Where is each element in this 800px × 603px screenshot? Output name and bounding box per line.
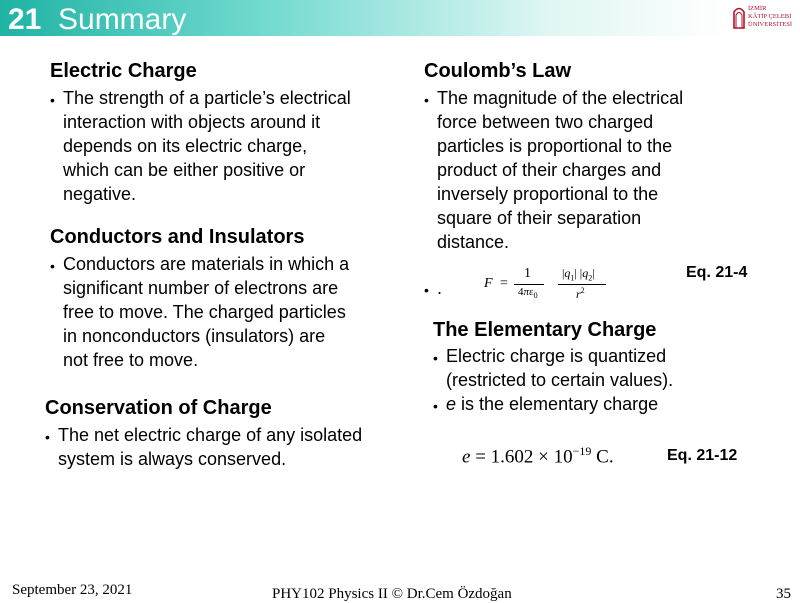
conservation-text (58, 423, 362, 471)
logo-line-2: KÂTİP ÇELEBİ (748, 13, 792, 20)
text-line: not free to move. (63, 350, 199, 370)
text-line: particles is proportional to the (437, 136, 673, 156)
bullet: • (433, 350, 438, 366)
text-line: interaction with objects around it (63, 112, 321, 132)
logo-line-3: ÜNİVERSİTESİ (748, 21, 793, 28)
bullet-dot-text: . (437, 278, 443, 298)
footer-date: September 23, 2021 (12, 582, 133, 598)
bullet: • (424, 282, 429, 298)
heading-coulombs-law: Coulomb’s Law (424, 60, 572, 82)
eq-21-12-label: Eq. 21-12 (667, 447, 738, 464)
coulomb-formula: F = 1 $4\pi\varepsilon_0$ $|q_1|$ $|q_2|$ $r^2$ (484, 266, 624, 302)
symbol-e: e (446, 394, 457, 414)
heading-elementary-charge: The Elementary Charge (433, 319, 657, 341)
text-line: distance. (437, 232, 510, 252)
text-line: The net electric charge of any isolated (58, 425, 363, 445)
text-line: in nonconductors (insulators) are (63, 326, 326, 346)
heading-conductors-insulators: Conductors and Insulators (50, 226, 305, 248)
university-logo-icon (732, 4, 746, 30)
text-line: inversely proportional to the (437, 184, 659, 204)
bullet: • (50, 92, 55, 108)
chapter-number: 21 (8, 3, 42, 36)
elementary-charge-line (446, 392, 658, 416)
text-line: negative. (63, 184, 137, 204)
footer-course: PHY102 Physics II © Dr.Cem Özdoğan (272, 586, 512, 602)
slide-title: Summary (58, 3, 187, 36)
elementary-charge-text (446, 344, 673, 392)
conductors-text (63, 252, 349, 372)
text-line: system is always conserved. (58, 449, 287, 469)
text-line: product of their charges and (437, 160, 662, 180)
text-line: is the elementary charge (456, 394, 659, 414)
eq-21-4-label: Eq. 21-4 (686, 264, 748, 281)
text-line: (restricted to certain values). (446, 370, 674, 390)
logo-line-1: İZMİR (748, 5, 767, 12)
text-line: Electric charge is quantized (446, 346, 667, 366)
university-logo (732, 2, 800, 34)
text-line: significant number of electrons are (63, 278, 339, 298)
title-bar (0, 0, 730, 36)
text-line: Conductors are materials in which a (63, 254, 350, 274)
text-line: force between two charged (437, 112, 654, 132)
bullet: • (433, 398, 438, 414)
page-number: 35 (776, 586, 791, 602)
text-line: The strength of a particle’s electrical (63, 88, 351, 108)
bullet: • (50, 258, 55, 274)
bullet: • (424, 92, 429, 108)
heading-conservation-of-charge: Conservation of Charge (45, 397, 272, 419)
electric-charge-text (63, 86, 351, 206)
bullet: • (45, 429, 50, 445)
heading-electric-charge: Electric Charge (50, 60, 197, 82)
text-line: depends on its electric charge, (63, 136, 308, 156)
text-line: square of their separation (437, 208, 642, 228)
coulombs-law-text (437, 86, 683, 254)
text-line: which can be either positive or (63, 160, 306, 180)
text-line: The magnitude of the electrical (437, 88, 684, 108)
elementary-charge-formula: $e = 1.602 \times 10^{-19}$ C. (462, 444, 614, 468)
text-line: free to move. The charged particles (63, 302, 346, 322)
